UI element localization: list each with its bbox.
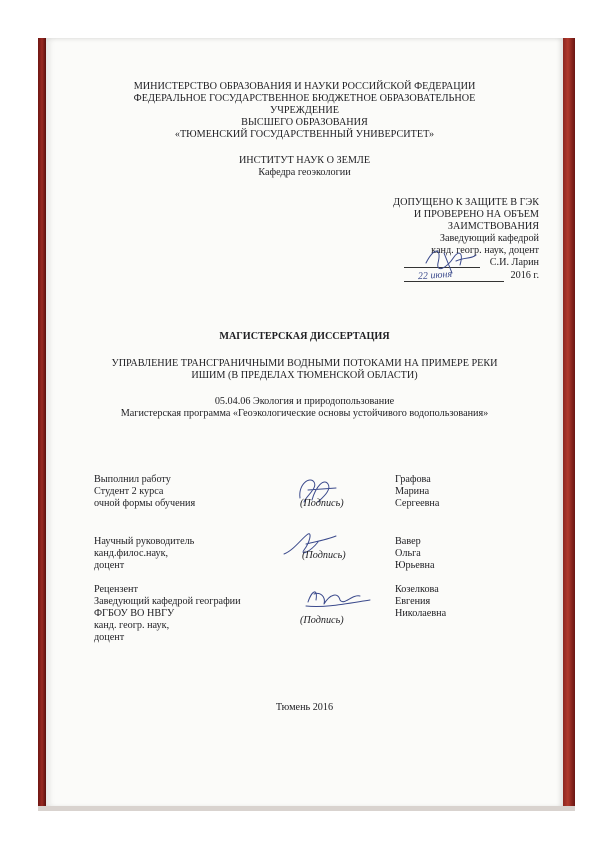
student-sign-label: (Подпись) xyxy=(300,498,344,509)
supervisor-sign-label: (Подпись) xyxy=(302,550,346,561)
page-bottom-edge xyxy=(38,806,575,811)
institute-name: ИНСТИТУТ НАУК О ЗЕМЛЕ xyxy=(238,155,371,166)
reviewer-signature xyxy=(304,582,374,612)
student-first-name: Марина xyxy=(395,486,430,497)
handwritten-date: 22 июня xyxy=(417,268,453,283)
supervisor-role-line-2: канд.филос.наук, xyxy=(94,548,169,559)
supervisor-role-line-3: доцент xyxy=(94,560,125,571)
reviewer-patronymic: Николаевна xyxy=(395,608,447,619)
reviewer-role-line-2: Заведующий кафедрой географии xyxy=(94,596,241,607)
student-role-line-1: Выполнил работу xyxy=(94,474,171,485)
ministry-line: МИНИСТЕРСТВО ОБРАЗОВАНИЯ И НАУКИ РОССИЙСКОЙ ФЕДЕРАЦИИ xyxy=(133,81,476,92)
department-name: Кафедра геоэкологии xyxy=(258,167,351,178)
institution-line-3: ВЫСШЕГО ОБРАЗОВАНИЯ xyxy=(241,117,368,128)
binding-left-edge xyxy=(38,38,46,808)
reviewer-role-line-1: Рецензент xyxy=(94,584,138,595)
reviewer-surname: Козелкова xyxy=(395,584,439,595)
approval-line-1: ДОПУЩЕНО К ЗАЩИТЕ В ГЭК xyxy=(393,197,539,208)
institution-line-1: ФЕДЕРАЛЬНОЕ ГОСУДАРСТВЕННОЕ БЮДЖЕТНОЕ ОБРАЗОВАТЕЛЬНОЕ xyxy=(133,93,476,104)
reviewer-role-line-5: доцент xyxy=(94,632,125,643)
thesis-program: Магистерская программа «Геоэкологические основы устойчивого водопользования» xyxy=(120,408,489,419)
approver-name: С.И. Ларин xyxy=(489,257,539,268)
approver-degree: канд. геогр. наук, доцент xyxy=(431,245,539,256)
thesis-title-line-2: ИШИМ (В ПРЕДЕЛАХ ТЮМЕНСКОЙ ОБЛАСТИ) xyxy=(191,370,418,381)
university-name: «ТЮМЕНСКИЙ ГОСУДАРСТВЕННЫЙ УНИВЕРСИТЕТ» xyxy=(174,129,435,140)
supervisor-patronymic: Юрьевна xyxy=(395,560,435,571)
supervisor-first-name: Ольга xyxy=(395,548,421,559)
approval-year: 2016 г. xyxy=(510,270,539,281)
student-role-line-3: очной формы обучения xyxy=(94,498,196,509)
approval-line-3: ЗАИМСТВОВАНИЯ xyxy=(447,221,539,232)
reviewer-role-line-3: ФГБОУ ВО НВГУ xyxy=(94,608,175,619)
thesis-title-line-1: УПРАВЛЕНИЕ ТРАНСГРАНИЧНЫМИ ВОДНЫМИ ПОТОКАМИ НА ПРИМЕРЕ РЕКИ xyxy=(111,358,498,369)
reviewer-first-name: Евгения xyxy=(395,596,431,607)
thesis-type: МАГИСТЕРСКАЯ ДИССЕРТАЦИЯ xyxy=(219,331,390,342)
supervisor-surname: Вавер xyxy=(395,536,421,547)
approval-line-2: И ПРОВЕРЕНО НА ОБЪЕМ xyxy=(413,209,539,220)
institution-line-2: УЧРЕЖДЕНИЕ xyxy=(270,105,339,116)
student-patronymic: Сергеевна xyxy=(395,498,440,509)
reviewer-sign-label: (Подпись) xyxy=(300,615,344,626)
supervisor-role-line-1: Научный руководитель xyxy=(94,536,195,547)
approver-position: Заведующий кафедрой xyxy=(439,233,539,244)
city-year: Тюмень 2016 xyxy=(275,702,334,713)
reviewer-role-line-4: канд. геогр. наук, xyxy=(94,620,170,631)
thesis-specialty: 05.04.06 Экология и природопользование xyxy=(214,396,395,407)
document-page xyxy=(46,38,563,808)
student-role-line-2: Студент 2 курса xyxy=(94,486,164,497)
binding-right-edge xyxy=(563,38,575,808)
student-surname: Графова xyxy=(395,474,431,485)
